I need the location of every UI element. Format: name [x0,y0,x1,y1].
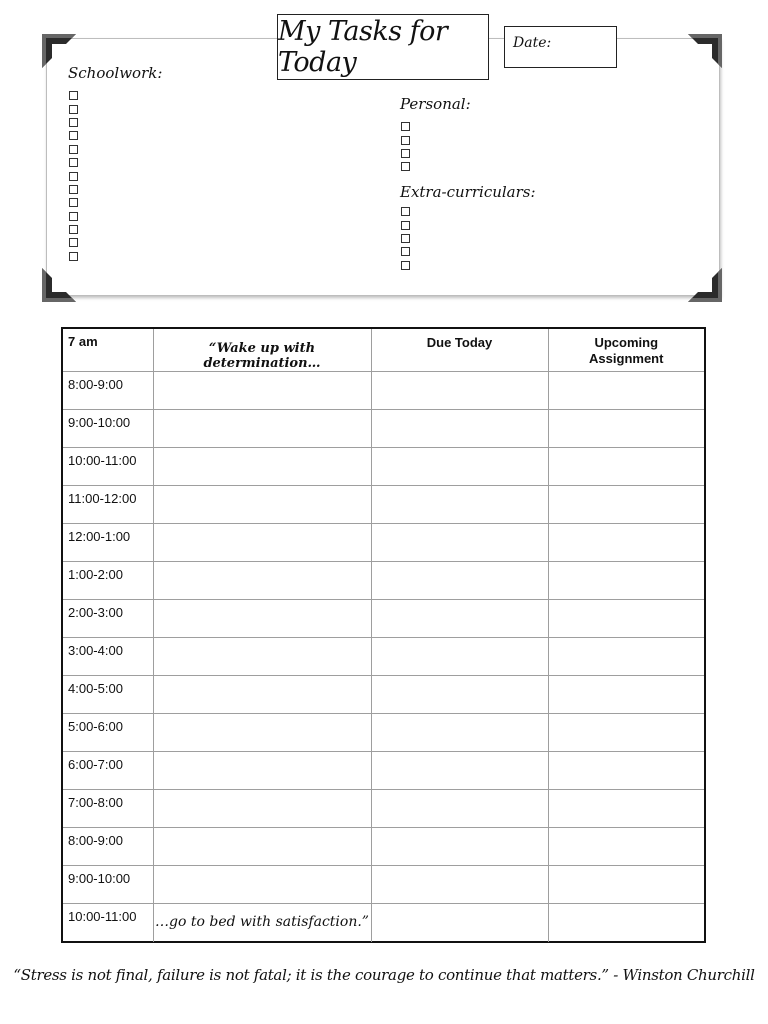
due-today-cell[interactable] [371,448,548,486]
checkbox-icon[interactable] [69,145,78,154]
checkbox-icon[interactable] [69,105,78,114]
header-time: 7 am [63,329,153,372]
due-today-cell[interactable] [371,714,548,752]
task-cell[interactable] [153,714,371,752]
table-row [63,372,704,410]
upcoming-cell[interactable] [548,904,704,942]
task-cell[interactable] [153,486,371,524]
photo-corner-bottom-left [42,262,82,302]
schoolwork-item[interactable] [69,102,78,115]
task-cell[interactable] [153,752,371,790]
due-today-cell[interactable] [371,524,548,562]
checkbox-icon[interactable] [401,136,410,145]
task-cell[interactable] [153,790,371,828]
table-row [63,600,704,638]
due-today-cell[interactable] [371,904,548,942]
due-today-cell[interactable] [371,866,548,904]
header-upcoming-assignment [548,329,704,372]
due-today-cell[interactable] [371,828,548,866]
due-today-cell[interactable] [371,638,548,676]
due-today-cell[interactable] [371,562,548,600]
table-row [63,790,704,828]
personal-item[interactable] [401,120,410,133]
time-slot: 7:00-8:00 [63,790,153,828]
schoolwork-item[interactable] [69,156,78,169]
table-row [63,714,704,752]
task-cell[interactable] [153,676,371,714]
checkbox-icon[interactable] [401,162,410,171]
schoolwork-item[interactable] [69,143,78,156]
due-today-cell[interactable] [371,752,548,790]
checkbox-icon[interactable] [401,149,410,158]
checkbox-icon[interactable] [69,225,78,234]
upcoming-cell[interactable] [548,448,704,486]
header-due-today: Due Today [371,329,548,372]
personal-item[interactable] [401,160,410,173]
personal-item[interactable] [401,133,410,146]
extracurriculars-checklist [401,205,410,272]
table-row [63,752,704,790]
task-cell[interactable] [153,448,371,486]
schoolwork-item[interactable] [69,223,78,236]
checkbox-icon[interactable] [69,131,78,140]
extracurricular-item[interactable] [401,245,410,258]
task-cell[interactable] [153,866,371,904]
table-row [63,486,704,524]
upcoming-cell[interactable] [548,866,704,904]
due-today-cell[interactable] [371,372,548,410]
time-slot: 8:00-9:00 [63,828,153,866]
personal-checklist [401,120,410,174]
due-today-cell[interactable] [371,790,548,828]
table-row [63,562,704,600]
table-row [63,410,704,448]
schoolwork-item[interactable] [69,250,78,263]
upcoming-cell[interactable] [548,638,704,676]
upcoming-cell[interactable] [548,562,704,600]
upcoming-cell[interactable] [548,372,704,410]
upcoming-cell[interactable] [548,524,704,562]
time-slot: 6:00-7:00 [63,752,153,790]
checkbox-icon[interactable] [69,212,78,221]
footer-quote: “Stress is not final, failure is not fatal; it is the courage to continue that matters.” - Winston Churchill [13,966,755,984]
schoolwork-item[interactable] [69,89,78,102]
time-slot: 8:00-9:00 [63,372,153,410]
upcoming-cell[interactable] [548,714,704,752]
schoolwork-item[interactable] [69,236,78,249]
personal-heading: Personal: [400,95,471,113]
task-cell[interactable] [153,372,371,410]
table-row [63,828,704,866]
due-today-cell[interactable] [371,676,548,714]
extracurricular-item[interactable] [401,205,410,218]
table-row [63,676,704,714]
time-slot: 3:00-4:00 [63,638,153,676]
task-cell[interactable] [153,562,371,600]
upcoming-cell[interactable] [548,790,704,828]
date-label: Date: [513,35,552,51]
extracurriculars-heading: Extra-curriculars: [400,183,536,201]
time-slot: 4:00-5:00 [63,676,153,714]
time-slot: 10:00-11:00 [63,448,153,486]
date-field[interactable] [504,26,617,68]
table-row [63,866,704,904]
checkbox-icon[interactable] [401,122,410,131]
table-row [63,448,704,486]
schoolwork-item[interactable] [69,129,78,142]
due-today-cell[interactable] [371,600,548,638]
table-row [63,904,704,942]
photo-corner-bottom-right [682,262,722,302]
checkbox-icon[interactable] [401,261,410,270]
schedule-table [61,327,706,943]
checkbox-icon[interactable] [69,238,78,247]
time-slot: 11:00-12:00 [63,486,153,524]
time-slot: 9:00-10:00 [63,410,153,448]
header-quote-start: “Wake up with determination… [153,329,371,372]
time-slot: 10:00-11:00 [63,904,153,942]
extracurricular-item[interactable] [401,232,410,245]
task-cell[interactable] [153,410,371,448]
time-slot: 2:00-3:00 [63,600,153,638]
upcoming-cell[interactable] [548,752,704,790]
time-slot: 12:00-1:00 [63,524,153,562]
checkbox-icon[interactable] [69,118,78,127]
task-cell[interactable] [153,638,371,676]
checkbox-icon[interactable] [401,221,410,230]
task-cell[interactable] [153,828,371,866]
header-upcoming-label: Upcoming Assignment [589,335,664,366]
time-slot: 1:00-2:00 [63,562,153,600]
task-cell[interactable] [153,524,371,562]
time-slot: 9:00-10:00 [63,866,153,904]
checkbox-icon[interactable] [69,91,78,100]
schoolwork-item[interactable] [69,210,78,223]
schoolwork-item[interactable] [69,116,78,129]
upcoming-cell[interactable] [548,600,704,638]
upcoming-cell[interactable] [548,486,704,524]
schoolwork-item[interactable] [69,169,78,182]
upcoming-cell[interactable] [548,828,704,866]
task-cell[interactable] [153,600,371,638]
due-today-cell[interactable] [371,410,548,448]
checkbox-icon[interactable] [401,234,410,243]
schoolwork-item[interactable] [69,196,78,209]
quote-end: …go to bed with satisfaction.” [153,904,371,942]
upcoming-cell[interactable] [548,676,704,714]
extracurricular-item[interactable] [401,218,410,231]
schoolwork-item[interactable] [69,183,78,196]
extracurricular-item[interactable] [401,259,410,272]
checkbox-icon[interactable] [69,172,78,181]
table-row [63,638,704,676]
page-title: My Tasks for Today [277,14,489,80]
checkbox-icon[interactable] [69,252,78,261]
due-today-cell[interactable] [371,486,548,524]
checkbox-icon[interactable] [69,158,78,167]
schoolwork-checklist [69,89,78,263]
schoolwork-heading: Schoolwork: [68,64,163,82]
schedule-header-row [63,329,704,372]
table-row [63,524,704,562]
checkbox-icon[interactable] [69,185,78,194]
upcoming-cell[interactable] [548,410,704,448]
checkbox-icon[interactable] [401,207,410,216]
photo-corner-top-right [682,34,722,74]
time-slot: 5:00-6:00 [63,714,153,752]
personal-item[interactable] [401,147,410,160]
checkbox-icon[interactable] [401,247,410,256]
checkbox-icon[interactable] [69,198,78,207]
